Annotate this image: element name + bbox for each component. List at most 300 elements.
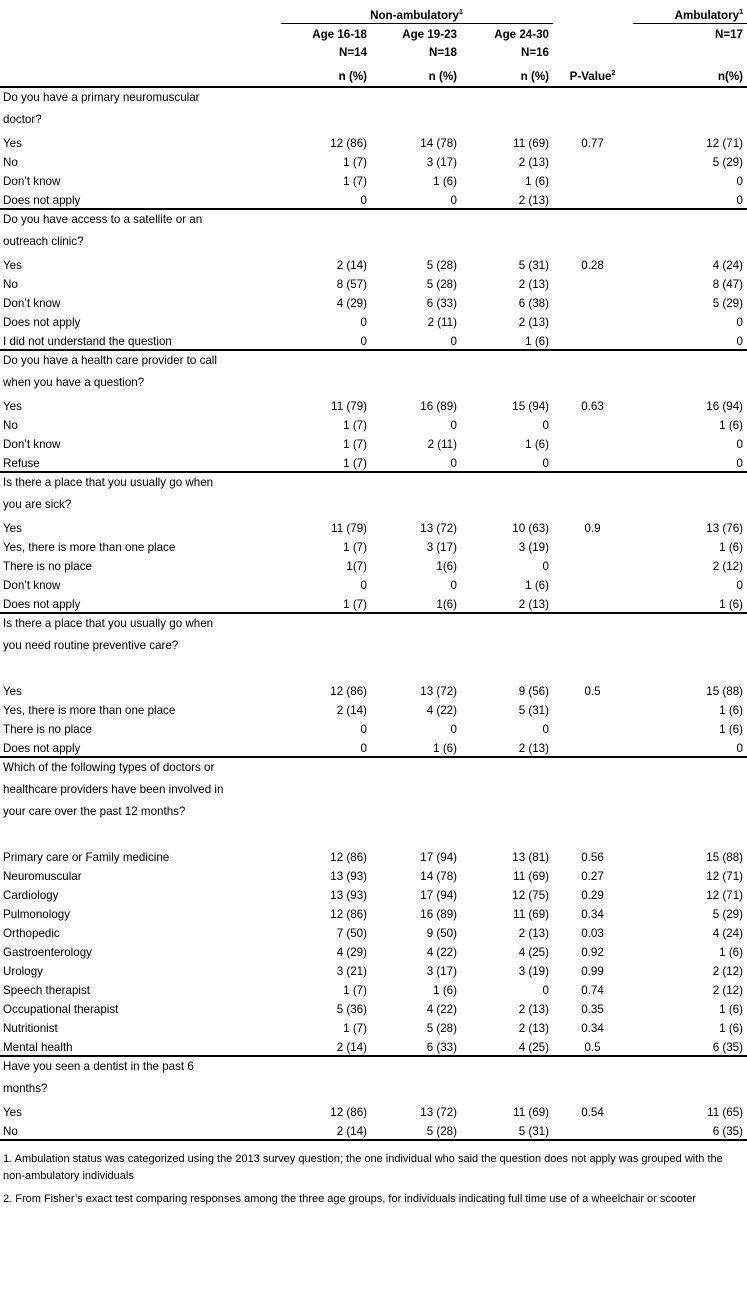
cell-age-24-30: 11 (69): [513, 908, 549, 922]
cell-age-19-23: 1 (6): [371, 737, 461, 757]
cell-p-value: 0.99: [581, 965, 604, 979]
cell-p-value: 0.56: [581, 851, 604, 865]
table-row: [0, 846, 747, 865]
question-text: Have you seen a dentist in the past 6: [3, 1060, 194, 1073]
table-row: [0, 414, 747, 433]
cell-ambulatory: 0: [736, 316, 743, 330]
cell-age-19-23: 2 (11): [427, 438, 457, 452]
question-row: [0, 802, 747, 824]
cell-ambulatory: 1 (6): [719, 723, 743, 737]
table-row: [0, 941, 747, 960]
cell-ambulatory: 5 (29): [712, 297, 743, 311]
response-label: Yes, there is more than one place: [3, 704, 176, 718]
n-header-24-30: N=16: [520, 46, 549, 60]
question-row: [0, 780, 747, 802]
cell-age-19-23: 6 (33): [426, 297, 457, 311]
question-text: [0, 658, 281, 680]
cell-ambulatory: 15 (88): [706, 851, 743, 865]
table-row: [0, 1101, 747, 1120]
cell-age-19-23: 5 (28): [426, 278, 457, 292]
ambulatory-group-header: Ambulatory$^1$: [633, 0, 747, 24]
cell-age-19-23: 0: [450, 579, 457, 593]
cell-age-16-18: 1 (7): [343, 419, 367, 433]
cell-age-19-23: 0: [371, 330, 461, 350]
cell-age-19-23: 1(6): [436, 560, 457, 574]
footnote-ref-2: 2: [611, 70, 616, 78]
table-row: [0, 699, 747, 718]
unit-header: n (%): [338, 70, 367, 84]
cell-ambulatory: 0: [736, 579, 743, 593]
response-label: Don’t know: [3, 175, 61, 189]
unit-header-ambulatory: n(%): [717, 70, 743, 84]
cell-age-16-18: 8 (57): [336, 278, 367, 292]
question-text: you are sick?: [3, 498, 72, 511]
table-body: [0, 87, 747, 1140]
footnote-2: 2. From Fisher’s exact test comparing responses among the three age groups, for individuals indicating full time use of a wheelchair or scooter: [3, 1193, 696, 1206]
question-row: [0, 757, 747, 780]
cell-age-19-23: 14 (78): [420, 870, 457, 884]
cell-age-19-23: 1 (6): [433, 984, 457, 998]
cell-age-19-23: 4 (22): [426, 1003, 457, 1017]
cell-age-19-23: 1 (6): [433, 175, 457, 189]
footnote-ref-1: 1: [458, 9, 463, 17]
cell-age-24-30: 1 (6): [525, 579, 549, 593]
cell-age-19-23: 0: [371, 189, 461, 209]
cell-p-value: 0.34: [581, 1022, 604, 1036]
cell-p-value: [553, 330, 633, 350]
response-label: Nutritionist: [3, 1022, 58, 1036]
cell-age-16-18: 1 (7): [343, 438, 367, 452]
response-label: Refuse: [0, 452, 281, 472]
question-text: outreach clinic?: [3, 235, 84, 248]
response-label: Don’t know: [3, 297, 61, 311]
cell-age-16-18: 13 (93): [330, 870, 367, 884]
cell-p-value: [553, 433, 633, 452]
table-row: [0, 718, 747, 737]
cell-ambulatory: 12 (71): [706, 889, 743, 903]
question-text: Is there a place that you usually go when: [3, 476, 214, 489]
table-row: [0, 593, 747, 613]
cell-ambulatory: 13 (76): [706, 522, 743, 536]
response-label: Don’t know: [3, 579, 61, 593]
cell-p-value: 0.54: [581, 1106, 604, 1120]
cell-age-19-23: 5 (28): [426, 1022, 457, 1036]
cell-age-24-30: 5 (31): [518, 704, 549, 718]
cell-age-16-18: 12 (86): [330, 137, 367, 151]
question-text: Is there a place that you usually go when: [3, 617, 214, 630]
cell-age-24-30: 1 (6): [525, 175, 549, 189]
response-label: Yes: [3, 1106, 22, 1120]
cell-age-19-23: 3 (17): [426, 965, 457, 979]
table-row: [0, 536, 747, 555]
cell-age-24-30: 2 (13): [518, 1022, 549, 1036]
cell-age-24-30: 2 (13): [518, 278, 549, 292]
cell-ambulatory: 6 (35): [633, 1120, 747, 1140]
cell-p-value: [553, 536, 633, 555]
cell-age-16-18: 4 (29): [336, 946, 367, 960]
table-row: [0, 555, 747, 574]
cell-ambulatory: 1 (6): [719, 541, 743, 555]
cell-age-16-18: 7 (50): [336, 927, 367, 941]
cell-age-16-18: 1 (7): [343, 984, 367, 998]
cell-age-24-30: 11 (69): [513, 137, 549, 151]
cell-ambulatory: 0: [633, 189, 747, 209]
question-row: [0, 87, 747, 110]
cell-age-19-23: 16 (89): [420, 400, 457, 414]
cell-age-24-30: 9 (56): [518, 685, 549, 699]
question-text: Do you have a primary neuromuscular: [3, 91, 200, 104]
response-label: Cardiology: [3, 889, 59, 903]
cell-age-16-18: 1 (7): [281, 593, 371, 613]
table-row: [0, 922, 747, 941]
table-row: [0, 151, 747, 170]
cell-age-24-30: 2 (13): [518, 316, 549, 330]
question-row: [0, 232, 747, 254]
cell-p-value: [553, 718, 633, 737]
cell-age-24-30: 15 (94): [512, 400, 549, 414]
cell-age-16-18: 11 (79): [331, 400, 367, 414]
n-header-16-18: N=14: [338, 46, 367, 60]
cell-age-19-23: 6 (33): [371, 1036, 461, 1056]
table-row: [0, 1036, 747, 1056]
cell-age-16-18: 5 (36): [336, 1003, 367, 1017]
table-row: [0, 273, 747, 292]
n-header-19-23: N=18: [428, 46, 457, 60]
cell-ambulatory: 11 (65): [707, 1106, 743, 1120]
cell-age-24-30: 11 (69): [513, 870, 549, 884]
cell-age-24-30: 2 (13): [518, 927, 549, 941]
response-label: Yes: [3, 685, 22, 699]
response-label: Yes: [3, 400, 22, 414]
cell-ambulatory: 16 (94): [706, 400, 743, 414]
cell-age-19-23: 14 (78): [420, 137, 457, 151]
cell-ambulatory: 8 (47): [712, 278, 743, 292]
cell-age-19-23: 3 (17): [426, 541, 457, 555]
cell-ambulatory: 1 (6): [719, 419, 743, 433]
cell-age-16-18: 0: [360, 579, 367, 593]
question-row: [0, 613, 747, 636]
response-label: There is no place: [3, 723, 92, 737]
footnote-ref-1: 1: [739, 9, 743, 17]
cell-age-16-18: 0: [281, 330, 371, 350]
question-text: months?: [3, 1082, 48, 1095]
response-label: Yes, there is more than one place: [3, 541, 176, 555]
cell-p-value: 0.5: [584, 685, 601, 699]
cell-age-19-23: 16 (89): [420, 908, 457, 922]
cell-age-19-23: 4 (22): [426, 946, 457, 960]
question-row: [0, 350, 747, 373]
table-row: [0, 452, 747, 472]
cell-ambulatory: 2 (12): [712, 560, 743, 574]
response-label: Does not apply: [3, 316, 81, 330]
cell-age-19-23: 0: [450, 723, 457, 737]
response-label: I did not understand the question: [0, 330, 281, 350]
cell-age-19-23: 0: [371, 452, 461, 472]
cell-p-value: 0.9: [584, 522, 601, 536]
cell-age-24-30: 1 (6): [525, 438, 549, 452]
question-row: [0, 658, 747, 680]
cell-ambulatory: 1 (6): [633, 593, 747, 613]
question-row: [0, 373, 747, 395]
table-row: [0, 1120, 747, 1140]
cell-age-16-18: 11 (79): [331, 522, 367, 536]
table-row: [0, 979, 747, 998]
table-row: [0, 960, 747, 979]
table-row: [0, 1017, 747, 1036]
cell-age-24-30: 2 (13): [518, 156, 549, 170]
footnotes: [0, 1141, 747, 1208]
table-row: [0, 903, 747, 922]
cell-age-16-18: 2 (14): [281, 1036, 371, 1056]
cell-p-value: [553, 292, 633, 311]
cell-age-24-30: 4 (25): [461, 1036, 553, 1056]
cell-ambulatory: 15 (88): [706, 685, 743, 699]
unit-header: n (%): [428, 70, 457, 84]
cell-ambulatory: 0: [633, 737, 747, 757]
age-header-19-23: Age 19-23: [402, 28, 457, 42]
cell-p-value: [553, 1120, 633, 1140]
cell-p-value: 0.03: [581, 927, 604, 941]
cell-ambulatory: 0: [633, 330, 747, 350]
cell-p-value: [553, 170, 633, 189]
cell-p-value: 0.92: [581, 946, 604, 960]
p-value-header: P-Value$^2$: [569, 70, 616, 84]
cell-ambulatory: 0: [736, 175, 743, 189]
cell-age-16-18: 1(7): [346, 560, 367, 574]
cell-age-16-18: 13 (93): [330, 889, 367, 903]
question-row: [0, 1056, 747, 1079]
cell-p-value: [553, 574, 633, 593]
cell-p-value: 0.28: [581, 259, 604, 273]
cell-ambulatory: 5 (29): [712, 908, 743, 922]
cell-age-16-18: 2 (14): [336, 704, 367, 718]
response-label: Does not apply: [0, 737, 281, 757]
cell-age-16-18: 0: [281, 737, 371, 757]
cell-age-16-18: 12 (86): [330, 1106, 367, 1120]
cell-age-24-30: 4 (25): [518, 946, 549, 960]
question-row: [0, 636, 747, 658]
response-label: Yes: [3, 522, 22, 536]
cell-age-16-18: 0: [360, 723, 367, 737]
age-header-16-18: Age 16-18: [312, 28, 367, 42]
cell-age-19-23: 5 (28): [426, 259, 457, 273]
response-label: There is no place: [3, 560, 92, 574]
table-row: [0, 884, 747, 903]
cell-age-24-30: 2 (13): [461, 737, 553, 757]
question-text: Do you have access to a satellite or an: [3, 213, 203, 226]
question-row: [0, 495, 747, 517]
cell-ambulatory: 1 (6): [719, 704, 743, 718]
table-header: [0, 0, 747, 87]
cell-age-19-23: 13 (72): [420, 1106, 457, 1120]
cell-ambulatory: 6 (35): [633, 1036, 747, 1056]
cell-age-24-30: 2 (13): [518, 1003, 549, 1017]
cell-age-16-18: 0: [360, 316, 367, 330]
question-text: you need routine preventive care?: [3, 639, 179, 652]
cell-ambulatory: 2 (12): [712, 984, 743, 998]
cell-p-value: 0.5: [553, 1036, 633, 1056]
response-label: Orthopedic: [3, 927, 60, 941]
cell-age-16-18: 1 (7): [343, 156, 367, 170]
question-text: healthcare providers have been involved in: [3, 783, 224, 796]
table-row: [0, 292, 747, 311]
cell-age-24-30: 3 (19): [518, 965, 549, 979]
cell-p-value: 0.77: [581, 137, 604, 151]
cell-ambulatory: 12 (71): [706, 870, 743, 884]
age-header-24-30: Age 24-30: [494, 28, 549, 42]
table-row: [0, 680, 747, 699]
cell-age-16-18: 2 (14): [281, 1120, 371, 1140]
cell-age-24-30: 3 (19): [518, 541, 549, 555]
table-row: [0, 170, 747, 189]
cell-age-24-30: 0: [542, 560, 549, 574]
cell-p-value: 0.27: [581, 870, 604, 884]
cell-ambulatory: 12 (71): [706, 137, 743, 151]
cell-age-16-18: 1 (7): [343, 1022, 367, 1036]
cell-p-value: 0.34: [581, 908, 604, 922]
cell-age-24-30: 0: [542, 723, 549, 737]
table-row: [0, 574, 747, 593]
question-row: [0, 1079, 747, 1101]
cell-age-19-23: 17 (94): [420, 889, 457, 903]
response-label: Yes: [3, 137, 22, 151]
cell-ambulatory: 0: [736, 438, 743, 452]
question-text: Which of the following types of doctors or: [3, 761, 215, 774]
cell-age-24-30: 13 (81): [512, 851, 549, 865]
response-label: No: [3, 419, 18, 433]
cell-age-19-23: 5 (28): [371, 1120, 461, 1140]
cell-p-value: 0.35: [581, 1003, 604, 1017]
cell-p-value: [553, 452, 633, 472]
cell-age-19-23: 13 (72): [420, 685, 457, 699]
cell-age-16-18: 1 (7): [281, 452, 371, 472]
cell-age-19-23: 17 (94): [420, 851, 457, 865]
response-label: Does not apply: [0, 593, 281, 613]
cell-ambulatory: 4 (24): [712, 927, 743, 941]
cell-ambulatory: 5 (29): [712, 156, 743, 170]
response-label: Don’t know: [3, 438, 61, 452]
table-row: [0, 311, 747, 330]
cell-p-value: [553, 311, 633, 330]
table-row: [0, 517, 747, 536]
ambulatory-n-header: N=17: [714, 28, 743, 42]
cell-age-16-18: 12 (86): [330, 685, 367, 699]
response-label: Mental health: [0, 1036, 281, 1056]
cell-age-16-18: 12 (86): [330, 851, 367, 865]
cell-age-24-30: 2 (13): [461, 189, 553, 209]
cell-p-value: [553, 414, 633, 433]
cell-ambulatory: 1 (6): [719, 946, 743, 960]
table-row: [0, 254, 747, 273]
cell-p-value: 0.63: [581, 400, 604, 414]
cell-age-24-30: 0: [461, 452, 553, 472]
cell-age-24-30: 1 (6): [461, 330, 553, 350]
footnote-1: 1. Ambulation status was categorized using the 2013 survey question; the one individual who said the question does not apply was grouped with the non-ambulatory individuals: [3, 1153, 723, 1183]
cell-age-16-18: 1 (7): [343, 175, 367, 189]
cell-p-value: 0.74: [581, 984, 604, 998]
cell-age-19-23: 9 (50): [426, 927, 457, 941]
cell-age-19-23: 13 (72): [420, 522, 457, 536]
cell-age-16-18: 3 (21): [336, 965, 367, 979]
response-label: Speech therapist: [3, 984, 91, 998]
question-row: [0, 824, 747, 846]
cell-age-19-23: 2 (11): [427, 316, 457, 330]
response-label: Does not apply: [0, 189, 281, 209]
response-label: Primary care or Family medicine: [3, 851, 170, 865]
table-row: [0, 433, 747, 452]
question-row: [0, 110, 747, 132]
response-label: Occupational therapist: [3, 1003, 119, 1017]
response-label: No: [3, 156, 18, 170]
question-row: [0, 209, 747, 232]
response-label: Yes: [3, 259, 22, 273]
cell-ambulatory: 0: [633, 452, 747, 472]
cell-p-value: [553, 737, 633, 757]
question-row: [0, 472, 747, 495]
cell-p-value: [553, 151, 633, 170]
question-text: Do you have a health care provider to call: [3, 354, 217, 367]
response-label: Urology: [3, 965, 43, 979]
table-row: [0, 132, 747, 151]
cell-age-24-30: 5 (31): [461, 1120, 553, 1140]
cell-age-24-30: 2 (13): [461, 593, 553, 613]
table-row: [0, 865, 747, 884]
table-row: [0, 395, 747, 414]
cell-age-24-30: 0: [542, 984, 549, 998]
cell-ambulatory: 4 (24): [712, 259, 743, 273]
question-text: your care over the past 12 months?: [3, 805, 186, 818]
cell-age-16-18: 2 (14): [336, 259, 367, 273]
cell-age-19-23: 0: [450, 419, 457, 433]
cell-p-value: [553, 593, 633, 613]
table-row: [0, 998, 747, 1017]
response-label: No: [0, 1120, 281, 1140]
cell-p-value: [553, 555, 633, 574]
cell-age-24-30: 5 (31): [518, 259, 549, 273]
table-row: [0, 189, 747, 209]
cell-age-19-23: 4 (22): [426, 704, 457, 718]
non-ambulatory-group-header: Non-ambulatory$^1$: [281, 0, 553, 24]
response-label: Pulmonology: [3, 908, 71, 922]
cell-ambulatory: 1 (6): [719, 1022, 743, 1036]
table-row: [0, 737, 747, 757]
question-text: doctor?: [3, 113, 42, 126]
cell-age-24-30: 12 (75): [512, 889, 549, 903]
cell-ambulatory: 2 (12): [712, 965, 743, 979]
table-row: [0, 330, 747, 350]
cell-p-value: [553, 189, 633, 209]
cell-p-value: 0.29: [581, 889, 604, 903]
cell-age-16-18: 4 (29): [336, 297, 367, 311]
cell-age-16-18: 0: [281, 189, 371, 209]
cell-age-16-18: 1 (7): [343, 541, 367, 555]
cell-p-value: [553, 699, 633, 718]
unit-header: n (%): [520, 70, 549, 84]
cell-age-24-30: 11 (69): [513, 1106, 549, 1120]
response-label: No: [3, 278, 18, 292]
response-label: Gastroenterology: [3, 946, 92, 960]
cell-age-24-30: 10 (63): [512, 522, 549, 536]
cell-age-19-23: 3 (17): [426, 156, 457, 170]
cell-age-16-18: 12 (86): [330, 908, 367, 922]
response-label: Neuromuscular: [3, 870, 82, 884]
cell-age-24-30: 0: [542, 419, 549, 433]
question-text: [0, 824, 281, 846]
cell-ambulatory: 1 (6): [719, 1003, 743, 1017]
question-text: when you have a question?: [3, 376, 145, 389]
cell-age-24-30: 6 (38): [518, 297, 549, 311]
cell-p-value: [553, 273, 633, 292]
